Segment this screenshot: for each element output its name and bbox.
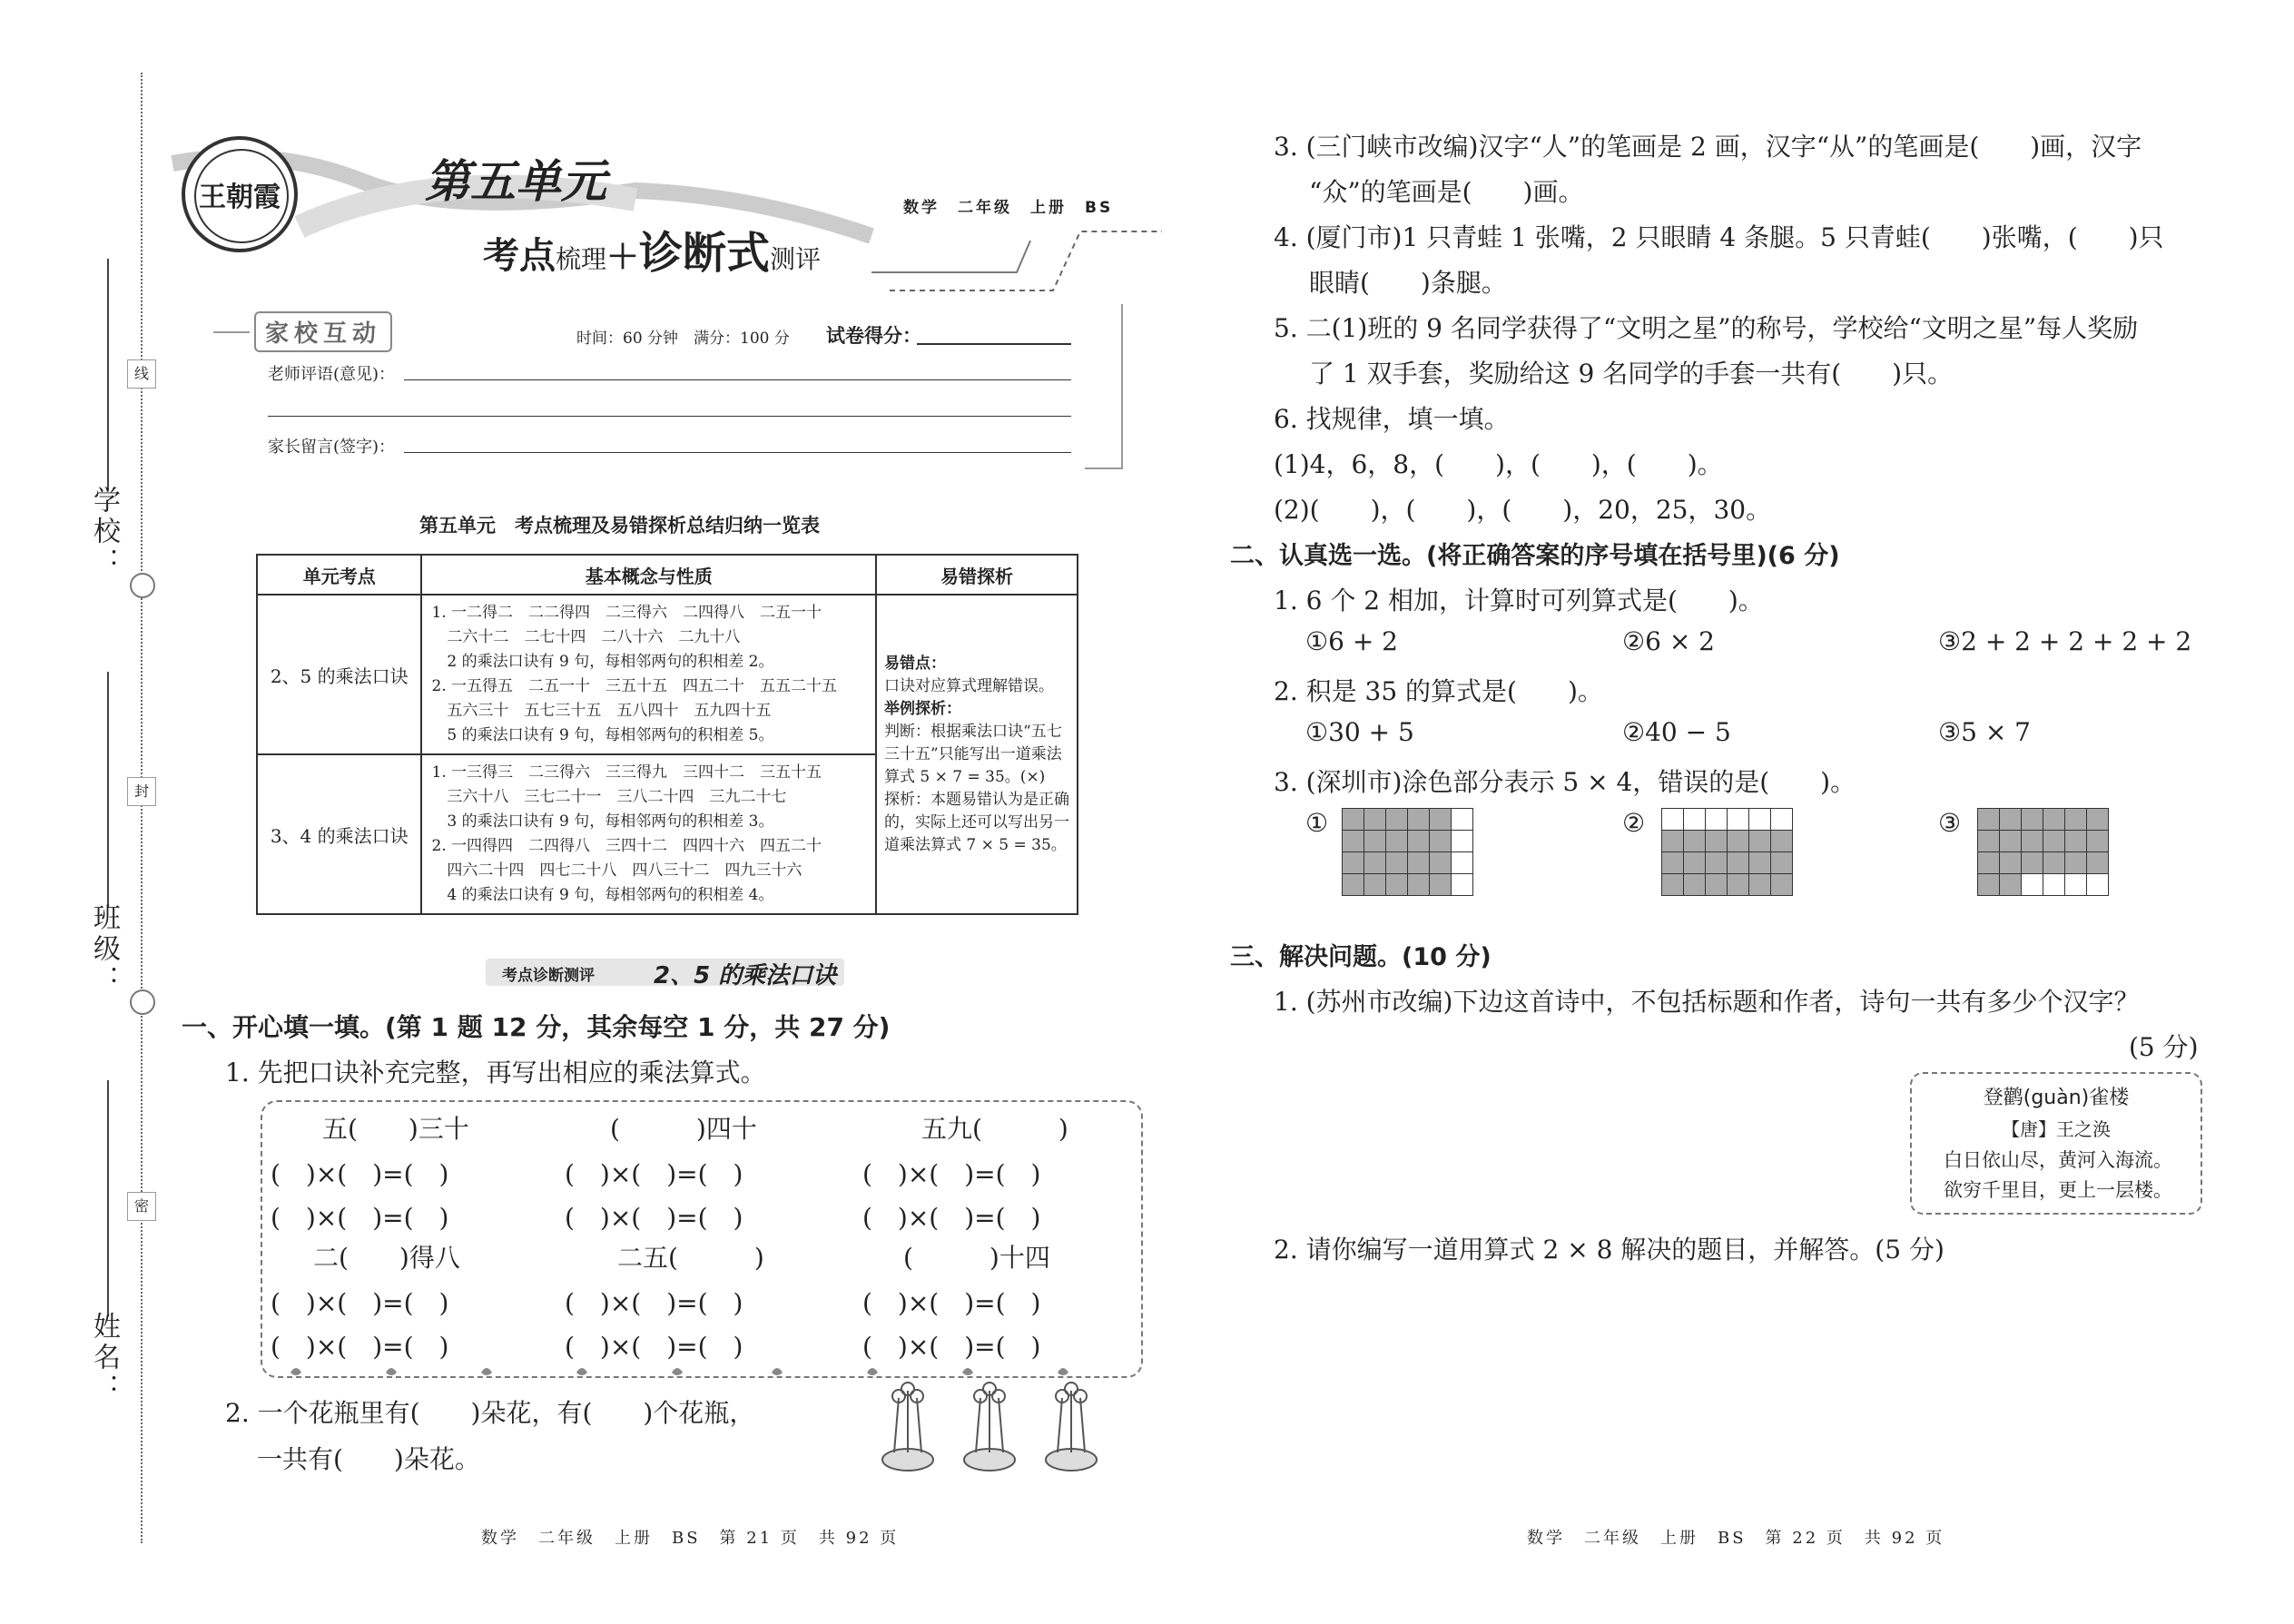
equation-blank[interactable]: ( )×( )=( ) [862, 1332, 1041, 1362]
school-line [107, 259, 109, 490]
concept-cell: 1. 一三得三 二三得六 三三得九 三四十二 三五十五 三六十八 三七二十一 三八二十四 三九二十七 3 的乘法口诀有 9 句，每相邻两句的积相差 3。 2. 一四得四 二四得八 三四十二 四四十六 四五二十 四六二十四 四七二十八 四八三十二 四九三十六 4 的乘法口诀有 9 句，每相邻两句的积相差 4。 [421, 754, 876, 914]
question-4-line2[interactable]: 眼睛( )条腿。 [1309, 268, 1507, 298]
choice-question-1[interactable]: 1. 6 个 2 相加，计算时可列算式是( )。 [1274, 586, 1764, 615]
poem-line: 白日依山尽，黄河入海流。 [1944, 1149, 2172, 1171]
choice-option[interactable]: ①6 + 2 [1305, 626, 1398, 656]
choice-option[interactable]: ②6 × 2 [1622, 626, 1715, 656]
part3-heading: 三、解决问题。(10 分) [1230, 943, 1492, 971]
school-label: 学校： [88, 486, 120, 578]
equation-blank[interactable]: ( )×( )=( ) [565, 1332, 743, 1362]
question-6-part2[interactable]: (2)( )，( )，( )，20，25，30。 [1274, 495, 1772, 525]
table-header: 单元考点 [257, 555, 421, 595]
score-blank[interactable] [917, 343, 1071, 345]
part1-heading: 一、开心填一填。(第 1 题 12 分，其余每空 1 分，共 27 分) [182, 1012, 891, 1042]
equation-blank[interactable]: ( )×( )=( ) [271, 1203, 449, 1233]
teacher-comment-line[interactable] [268, 416, 1071, 417]
summary-title: 第五单元 考点梳理及易错探析总结归纳一览表 [419, 515, 820, 536]
unit-title: 第五单元 [425, 155, 606, 208]
page-footer-right: 数学 二年级 上册 BS 第 22 页 共 92 页 [1527, 1529, 1945, 1548]
seal-char-2: 封 [127, 777, 156, 806]
problem-2: 2. 请你编写一道用算式 2 × 8 解决的题目，并解答。(5 分) [1274, 1235, 1944, 1265]
page-footer-left: 数学 二年级 上册 BS 第 21 页 共 92 页 [481, 1529, 900, 1548]
equation-blank[interactable]: ( )×( )=( ) [565, 1159, 743, 1189]
rhyme-blank[interactable]: 二( )得八 [313, 1243, 460, 1273]
rhyme-blank[interactable]: 五九( ) [921, 1114, 1068, 1144]
equation-blank[interactable]: ( )×( )=( ) [565, 1288, 743, 1318]
question-4[interactable]: 4. (厦门市)1 只青蛙 1 张嘴，2 只眼睛 4 条腿。5 只青蛙( )张嘴，( )只 [1274, 222, 2164, 252]
question-2[interactable]: 2. 一个花瓶里有( )朵花，有( )个花瓶， [225, 1398, 755, 1428]
rhyme-blank[interactable]: 五( )三十 [322, 1114, 469, 1144]
question-5-line2[interactable]: 了 1 双手套，奖励给这 9 名同学的手套一共有( )只。 [1309, 359, 1954, 389]
book-tag: 数学 二年级 上册 BS [903, 199, 1114, 217]
choice-question-3[interactable]: 3. (深圳市)涂色部分表示 5 × 4，错误的是( )。 [1274, 767, 1856, 797]
equation-blank[interactable]: ( )×( )=( ) [271, 1159, 449, 1189]
rhyme-blank[interactable]: ( )四十 [610, 1114, 757, 1144]
equation-blank[interactable]: ( )×( )=( ) [271, 1332, 449, 1362]
teacher-comment-line[interactable] [404, 379, 1071, 380]
part2-heading: 二、认真选一选。(将正确答案的序号填在括号里)(6 分) [1230, 542, 1840, 570]
rhyme-blank[interactable]: ( )十四 [903, 1243, 1050, 1273]
grid-option-label[interactable]: ③ [1938, 808, 1962, 838]
poem-author: 【唐】王之涣 [2002, 1118, 2111, 1140]
question-3-line2[interactable]: “众”的笔画是( )画。 [1309, 177, 1584, 207]
summary-table [256, 554, 1078, 915]
problem-1: 1. (苏州市改编)下边这首诗中，不包括标题和作者，诗句一共有多少个汉字？ [1274, 987, 2140, 1017]
table-header: 易错探析 [876, 555, 1078, 595]
question-2-line2[interactable]: 一共有( )朵花。 [257, 1444, 480, 1474]
choice-option[interactable]: ②40 − 5 [1622, 717, 1731, 747]
choice-question-2[interactable]: 2. 积是 35 的算式是( )。 [1274, 676, 1603, 706]
shaded-grid-1 [1342, 808, 1473, 896]
shaded-grid-2 [1661, 808, 1793, 896]
equation-blank[interactable]: ( )×( )=( ) [565, 1203, 743, 1233]
table-row [257, 595, 1078, 754]
class-label: 班级： [88, 903, 120, 996]
table-header: 基本概念与性质 [421, 555, 876, 595]
question-6: 6. 找规律，填一填。 [1274, 404, 1510, 434]
grid-option-label[interactable]: ② [1622, 808, 1646, 838]
equation-blank[interactable]: ( )×( )=( ) [271, 1288, 449, 1318]
concept-cell: 1. 一二得二 二二得四 二三得六 二四得八 二五一十 二六十二 二七十四 二八十六 二九十八 2 的乘法口诀有 9 句，每相邻两句的积相差 2。 2. 一五得五 二五一十 三五十五 四五二十 五五二十五 五六三十 五七三十五 五八四十 五九四十五 5 的乘法口诀有 9 句，每相邻两句的积相差 5。 [421, 595, 876, 754]
banner-tag: 考点诊断测评 [502, 967, 595, 985]
shaded-grid-3 [1977, 808, 2109, 896]
teacher-comment-label: 老师评语(意见)： [268, 365, 396, 384]
binding-dotted-line [141, 73, 143, 1543]
logo-text: 王朝霞 [199, 182, 281, 213]
parent-comment-line[interactable] [404, 452, 1071, 453]
point-cell: 3、4 的乘法口诀 [257, 754, 421, 914]
leaf-decoration-row [281, 1360, 1117, 1382]
poem-line: 欲穷千里目，更上一层楼。 [1944, 1179, 2172, 1201]
seal-char-3: 密 [127, 1192, 156, 1221]
question-3[interactable]: 3. (三门峡市改编)汉字“人”的笔画是 2 画，汉字“从”的笔画是( )画，汉字 [1274, 132, 2142, 162]
question-6-part1[interactable]: (1)4，6，8，( )，( )，( )。 [1274, 449, 1723, 479]
flower-vases-image [871, 1380, 1108, 1475]
error-analysis-cell: 易错点： 口诀对应算式理解错误。 举例探析： 判断：根据乘法口诀“五七 三十五”只能写出一道乘法 算式 5 × 7 = 35。(×) 探析：本题易错认为是正确 的，实际上还可以写出另一 道乘法算式 7 × 5 = 35。 [876, 595, 1078, 914]
banner-title: 2、5 的乘法口诀 [654, 962, 837, 989]
equation-blank[interactable]: ( )×( )=( ) [862, 1288, 1041, 1318]
point-cell: 2、5 的乘法口诀 [257, 595, 421, 754]
problem-1-score: (5 分) [2129, 1032, 2199, 1062]
rhyme-blank[interactable]: 二五( ) [617, 1243, 764, 1273]
grid-option-label[interactable]: ① [1305, 808, 1329, 838]
equation-blank[interactable]: ( )×( )=( ) [862, 1203, 1041, 1233]
binding-ring-icon [130, 989, 155, 1015]
score-label: 试卷得分： [826, 325, 921, 347]
name-line [107, 1080, 109, 1316]
publisher-logo [182, 136, 298, 252]
question-5: 5. 二(1)班的 9 名同学获得了“文明之星”的称号，学校给“文明之星”每人奖励 [1274, 313, 2139, 343]
poem-title: 登鹳(guàn)雀楼 [1983, 1087, 2130, 1109]
choice-option[interactable]: ③2 + 2 + 2 + 2 + 2 [1938, 626, 2192, 656]
header-subtitle: 考点梳理＋诊断式测评 [483, 228, 822, 279]
question-1: 1. 先把口诀补充完整，再写出相应的乘法算式。 [225, 1058, 766, 1088]
equation-blank[interactable]: ( )×( )=( ) [862, 1159, 1041, 1189]
binding-ring-icon [130, 573, 155, 598]
name-label: 姓名： [88, 1312, 120, 1404]
family-school-tag: 家校互动 [254, 311, 392, 352]
class-line [107, 672, 109, 908]
seal-char-1: 线 [127, 359, 156, 389]
parent-comment-label: 家长留言(签字)： [268, 438, 396, 457]
choice-option[interactable]: ①30 + 5 [1305, 717, 1414, 747]
time-info: 时间：60 分钟 满分：100 分 [576, 330, 790, 348]
choice-option[interactable]: ③5 × 7 [1938, 717, 2031, 747]
